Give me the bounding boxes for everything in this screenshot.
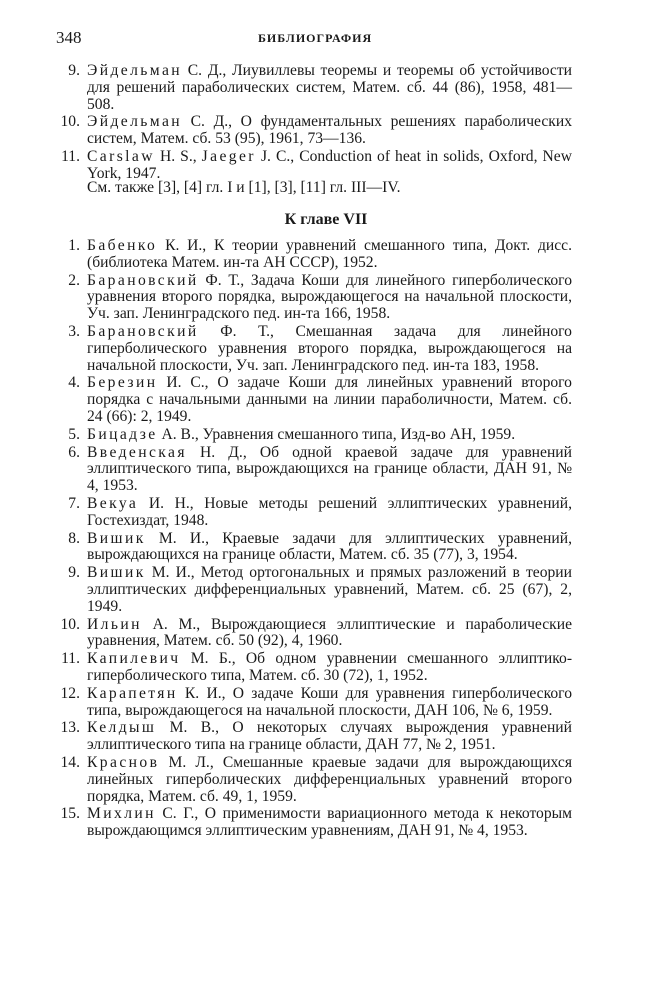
entry-number: 4. <box>68 374 80 392</box>
bibliography-entry <box>56 273 572 323</box>
entry-author: Вишик <box>87 529 146 547</box>
entry-text: Вырождающиеся эллиптические и параболические уравнения, Матем. сб. 50 (92), 4, 1960. <box>87 615 572 650</box>
entry-author: Березин <box>87 374 158 392</box>
entry-author: Капилевич <box>87 650 181 668</box>
entry-text: К теории уравнений смешанного типа, Докт. дисс. (библиотека Матем. ин-та АН СССР), 1952. <box>87 237 572 271</box>
entry-number: 8. <box>68 529 80 547</box>
entry-initials: И. С., <box>166 374 209 392</box>
entry-author: Эйдельман <box>87 113 183 131</box>
entry-author: Эйдельман <box>87 62 183 79</box>
entry-initials: Ф. Т., <box>205 271 245 289</box>
entry-initials: С. Д., <box>190 113 233 131</box>
entry-initials: С. Д., <box>187 62 227 79</box>
entry-initials-2: J. C., <box>260 147 295 165</box>
entry-text: Уравнения смешанного типа, Изд-во АН, 1959. <box>202 425 516 443</box>
entry-author: Барановский <box>87 322 199 340</box>
see-also-note: См. также [3], [4] гл. I и [1], [3], [11] гл. III—IV. <box>87 179 401 196</box>
entry-author: Carslaw <box>87 147 155 165</box>
entry-text: Лиувиллевы теоремы и теоремы об устойчивости для решений параболических систем, Матем. сб. 44 (86), 1958, 481—508. <box>87 62 573 113</box>
entry-author: Введенская <box>87 443 187 461</box>
entry-text: Смешанные краевые задачи для вырождающихся линейных гиперболических дифференциальных уравнений второго порядка, Матем. сб. 49, 1, 1959. <box>87 753 572 805</box>
chapter-heading: К главе VII <box>284 211 368 228</box>
entry-number: 3. <box>68 322 80 340</box>
bibliography-entry <box>56 375 572 425</box>
bibliography-entry <box>56 427 572 444</box>
bibliography-entry <box>56 720 572 754</box>
entry-author: Краснов <box>87 753 160 771</box>
bibliography-entry <box>56 651 572 685</box>
entry-number: 7. <box>68 494 80 512</box>
bibliography-entry <box>56 531 572 565</box>
bibliography-entry <box>56 806 572 840</box>
entry-text: Новые методы решений эллиптических уравнений, Гостехиздат, 1948. <box>87 494 572 529</box>
entry-initials: С. Г., <box>162 805 199 823</box>
bibliography-entry <box>56 617 572 651</box>
entry-author: Карапетян <box>87 684 178 702</box>
entry-text: Метод ортогональных и прямых разложений в теории эллиптических дифференциальных уравнений, Матем. сб. 25 (67), 2, 1949. <box>87 564 572 615</box>
entry-initials: К. И., <box>184 684 226 702</box>
entry-number: 1. <box>68 237 80 254</box>
entry-initials: М. И., <box>151 564 195 582</box>
entry-text: Краевые задачи для эллиптических уравнений, вырождающихся на границе области, Матем. сб. 35 (77), 3, 1954. <box>87 529 572 564</box>
entry-initials: М. И., <box>158 529 209 547</box>
entry-text: Conduction of heat in solids, Oxford, New York, 1947. <box>87 147 572 182</box>
entry-author: Векуа <box>87 494 139 512</box>
entry-author: Бицадзе <box>87 425 158 443</box>
page-header <box>56 28 572 50</box>
bibliography-entry <box>56 114 572 148</box>
entry-author: Бабенко <box>87 237 158 254</box>
entry-author: Ильин <box>87 615 142 633</box>
entry-text: Об одной краевой задаче для уравнений эллиптического типа, вырождающихся на границе области, ДАН 91, № 4, 1953. <box>87 443 572 495</box>
entry-author: Келдыш <box>87 719 157 737</box>
bibliography-entry <box>56 445 572 495</box>
entry-author: Барановский <box>87 271 199 289</box>
bibliography-entry <box>56 238 572 272</box>
entry-initials: H. S., <box>159 147 197 165</box>
entry-initials: А. М., <box>152 615 201 633</box>
entry-number: 10. <box>60 615 80 633</box>
entry-text: Об одном уравнении смешанного эллиптико-гиперболического типа, Матем. сб. 30 (72), 1, 1952. <box>87 650 573 684</box>
entry-number: 11. <box>61 650 80 668</box>
entry-text: Задача Коши для линейного гиперболического уравнения второго порядка, вырождающегося на начальной плоскости, Уч. зап. Ленинградского пед. ин-та 166, 1958. <box>87 271 572 323</box>
bibliography-entry <box>56 63 572 113</box>
bibliography-entry <box>56 565 572 615</box>
entry-number: 2. <box>68 271 80 289</box>
entry-initials: Ф. Т., <box>220 322 274 340</box>
entry-initials: А. В., <box>161 425 199 443</box>
entry-number: 10. <box>60 113 80 131</box>
entry-initials: М. Л., <box>168 753 214 771</box>
entry-text: О некоторых случаях вырождения уравнений эллиптического типа на границе области, ДАН 77, № 2, 1951. <box>87 719 572 754</box>
page-number: 348 <box>56 28 82 47</box>
entry-author-2: Jaeger <box>201 147 256 165</box>
entry-number: 14. <box>60 753 80 771</box>
entry-text: О применимости вариационного метода к некоторым вырождающимся эллиптическим уравнениям, ДАН 91, № 4, 1953. <box>87 805 572 840</box>
entry-initials: М. Б., <box>190 650 236 668</box>
entry-text: О задаче Коши для уравнения гиперболического типа, вырождающегося на начальной плоскости, ДАН 106, № 6, 1959. <box>87 684 572 719</box>
bibliography-entry <box>56 755 572 805</box>
entry-text: О задаче Коши для линейных уравнений второго порядка с начальными данными на линии параболичности, Матем. сб. 24 (66): 2, 1949. <box>87 374 572 425</box>
entry-number: 6. <box>68 443 80 461</box>
entry-initials: К. И., <box>165 237 207 254</box>
entry-number: 15. <box>60 805 80 823</box>
entry-text: Смешанная задача для линейного гиперболического уравнения второго порядка, вырождающегося на начальной плоскости, Уч. зап. Ленинградского пед. ин-та 183, 1958. <box>87 322 572 374</box>
entry-author: Вишик <box>87 564 146 582</box>
bibliography-entry <box>56 686 572 720</box>
entry-number: 9. <box>68 564 80 582</box>
entry-number: 12. <box>60 684 80 702</box>
entry-number: 5. <box>68 425 80 443</box>
bibliography-list-chapter-7 <box>56 238 572 841</box>
entry-number: 9. <box>68 62 80 79</box>
entry-author: Михлин <box>87 805 156 823</box>
entry-initials: М. В., <box>169 719 219 737</box>
bibliography-entry <box>56 149 572 183</box>
entry-number: 11. <box>61 147 80 165</box>
entry-number: 13. <box>60 719 80 737</box>
entry-text: О фундаментальных решениях параболических систем, Матем. сб. 53 (95), 1961, 73—136. <box>87 113 572 148</box>
bibliography-entry <box>56 496 572 530</box>
entry-initials: Н. Д., <box>200 443 247 461</box>
entry-initials: И. Н., <box>148 494 194 512</box>
bibliography-list-previous-chapter <box>56 63 572 184</box>
running-title: БИБЛИОГРАФИЯ <box>258 31 373 45</box>
bibliography-entry <box>56 324 572 374</box>
